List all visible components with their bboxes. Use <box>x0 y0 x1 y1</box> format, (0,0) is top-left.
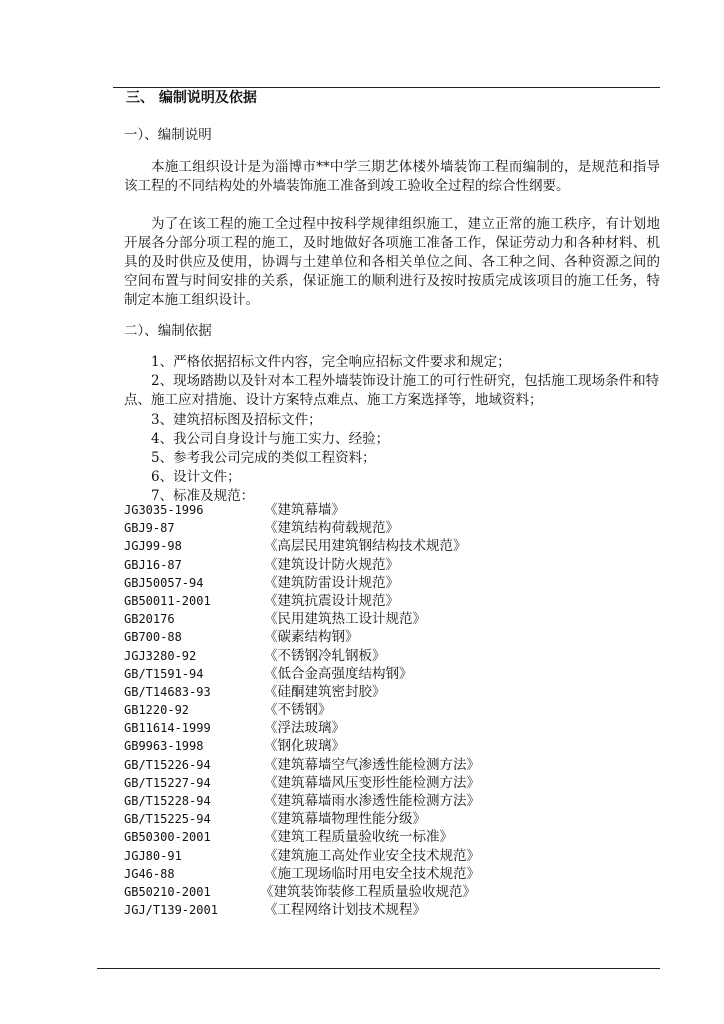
list-item: 4、我公司自身设计与施工实力、经验； <box>151 430 390 447</box>
table-row <box>124 774 544 792</box>
basis-list <box>124 353 660 507</box>
standard-title: 《建筑抗震设计规范》 <box>264 592 399 609</box>
standard-title: 《建筑工程质量验收统一标准》 <box>264 829 453 846</box>
standard-title: 《碳素结构钢》 <box>264 629 359 646</box>
standard-title: 《建筑结构荷载规范》 <box>264 520 399 537</box>
standard-code: GB50300-2001 <box>124 830 211 845</box>
standard-title: 《建筑施工高处作业安全技术规范》 <box>264 847 480 864</box>
standard-code: GB/T14683-93 <box>124 684 211 699</box>
table-row <box>124 810 544 828</box>
standard-code: GBJ50057-94 <box>124 575 204 590</box>
standard-title: 《建筑幕墙空气渗透性能检测方法》 <box>264 756 480 773</box>
table-row <box>124 792 544 810</box>
standard-code: GB50011-2001 <box>124 593 211 608</box>
standard-title: 《建筑防雷设计规范》 <box>264 574 399 591</box>
table-row <box>124 756 544 774</box>
list-item: 2、现场踏勘以及针对本工程外墙装饰设计施工的可行性研究，包括施工现场条件和特点、施工应对措施、设计方案特点难点、施工方案选择等，地域资料； <box>124 373 660 409</box>
standard-code: JGJ80-91 <box>124 848 182 863</box>
standard-code: GB/T15228-94 <box>124 794 211 808</box>
standard-title: 《浮法玻璃》 <box>264 720 345 737</box>
footer-rule <box>97 968 660 969</box>
paragraph-explanation-2: 为了在该工程的施工全过程中按科学规律组织施工，建立正常的施工秩序，有计划地开展各分部分项工程的施工，及时地做好各项施工准备工作，保证劳动力和各种材料、机具的及时供应及使用，协调与土建单位和各相关单位之间、各工种之间、各种资源之间的空间布置与时间安排的关系，保证施工的顺利进行及按时按质完成该项目的施工任务，特制定本施工组织设计。 <box>124 216 660 308</box>
standard-title: 《不锈钢冷轧钢板》 <box>264 647 386 664</box>
standard-title: 《建筑幕墙风压变形性能检测方法》 <box>264 774 480 791</box>
table-row <box>124 701 544 719</box>
standard-code: GB/T15225-94 <box>124 812 211 827</box>
table-row <box>124 647 544 665</box>
standard-code: GB/T15226-94 <box>124 757 211 772</box>
subsection-heading-basis: 二）、编制依据 <box>124 323 212 339</box>
list-item: 1、严格依据招标文件内容，完全响应招标文件要求和规定； <box>151 354 511 370</box>
standard-code: GB9963-1998 <box>124 739 204 754</box>
subsection-heading-explanation: 一）、编制说明 <box>124 127 212 143</box>
standard-code: JG46-88 <box>124 866 175 881</box>
table-row <box>124 737 544 755</box>
table-row <box>124 865 544 883</box>
table-row <box>124 883 544 901</box>
standard-code: GBJ9-87 <box>124 521 175 536</box>
table-row <box>124 628 544 646</box>
standard-code: JGJ99-98 <box>124 539 182 554</box>
list-item: 5、参考我公司完成的类似工程资料； <box>151 450 376 467</box>
table-row <box>124 665 544 683</box>
table-row <box>124 719 544 737</box>
list-item: 3、建筑招标图及招标文件； <box>151 411 322 428</box>
table-row <box>124 828 544 846</box>
standard-title: 《高层民用建筑钢结构技术规范》 <box>264 538 467 555</box>
table-row <box>124 683 544 701</box>
paragraph-explanation-1: 本施工组织设计是为淄博市**中学三期艺体楼外墙装饰工程而编制的，是规范和指导该工程的不同结构处的外墙装饰施工准备到竣工验收全过程的综合性纲要。 <box>124 159 660 194</box>
table-row <box>124 537 544 555</box>
standards-list <box>124 501 544 919</box>
standard-title: 《钢化玻璃》 <box>264 738 345 755</box>
standard-code: JG3035-1996 <box>124 503 204 517</box>
table-row <box>124 610 544 628</box>
standard-code: GB700-88 <box>124 630 182 645</box>
standard-title: 《低合金高强度结构钢》 <box>264 665 413 682</box>
standard-title: 《工程网络计划技术规程》 <box>264 902 426 919</box>
table-row <box>124 847 544 865</box>
table-row <box>124 501 544 519</box>
standard-title: 《建筑设计防火规范》 <box>264 556 399 573</box>
standard-title: 《建筑幕墙》 <box>264 502 345 518</box>
standard-title: 《硅酮建筑密封胶》 <box>264 683 386 700</box>
standard-title: 《建筑装饰装修工程质量验收规范》 <box>260 883 476 900</box>
standard-code: GB50210-2001 <box>124 884 211 899</box>
standard-code: GBJ16-87 <box>124 557 182 572</box>
table-row <box>124 574 544 592</box>
standard-title: 《建筑幕墙物理性能分级》 <box>264 811 426 828</box>
standard-title: 《建筑幕墙雨水渗透性能检测方法》 <box>264 793 480 809</box>
standard-code: GB20176 <box>124 612 175 627</box>
section-heading: 三、 编制说明及依据 <box>126 90 257 106</box>
list-item: 6、设计文件； <box>151 469 241 486</box>
list-item: 7、标准及规范： <box>151 488 255 505</box>
table-row <box>124 519 544 537</box>
standard-title: 《施工现场临时用电安全技术规范》 <box>264 865 480 882</box>
standard-title: 《不锈钢》 <box>264 702 332 719</box>
standard-title: 《民用建筑热工设计规范》 <box>264 611 426 628</box>
standard-code: JGJ3280-92 <box>124 648 197 663</box>
standard-code: GB/T1591-94 <box>124 666 204 681</box>
standard-code: JGJ/T139-2001 <box>124 903 218 918</box>
standard-code: GB/T15227-94 <box>124 775 211 790</box>
table-row <box>124 592 544 610</box>
standard-code: GB1220-92 <box>124 703 190 718</box>
header-rule <box>113 87 660 88</box>
table-row <box>124 556 544 574</box>
standard-code: GB11614-1999 <box>124 721 211 736</box>
table-row <box>124 901 544 919</box>
